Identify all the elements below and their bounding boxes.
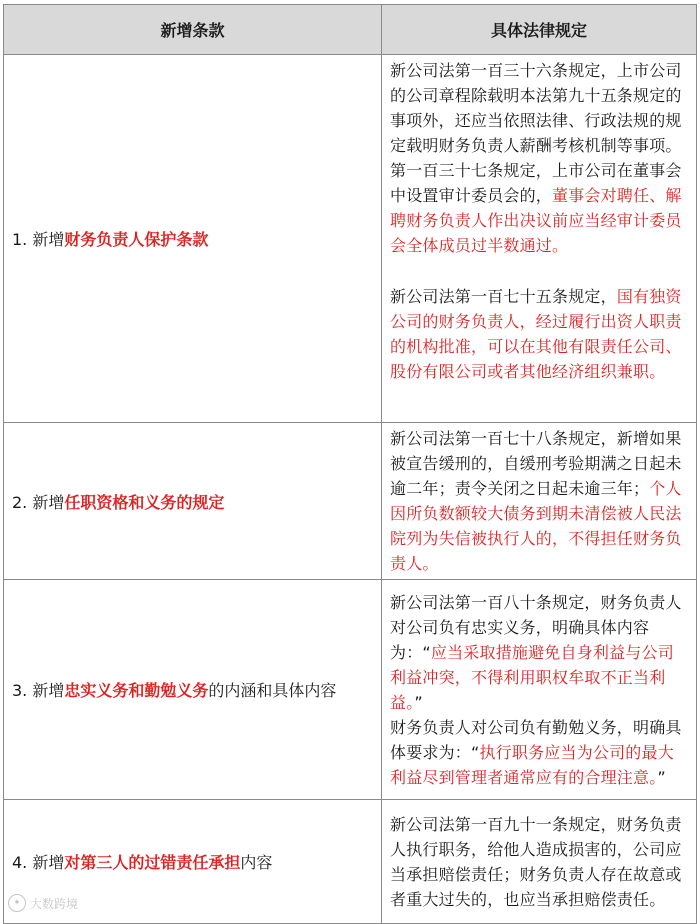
law-text-highlight: 国有独资公司的财务负责人，经过履行出资人职责的机构批准，可以在其他有限责任公司、股份有限公司或者其他经济组织兼职。 — [390, 287, 682, 381]
clause-cell — [4, 423, 382, 580]
law-paragraph — [390, 812, 690, 912]
law-paragraph — [390, 715, 690, 790]
clause-highlight: 对第三人的过错责任承担 — [64, 853, 241, 872]
clause-highlight: 任职资格和义务的规定 — [64, 492, 225, 512]
clause-suffix: 的内涵和具体内容 — [208, 681, 337, 700]
law-text: 新公司法第一百七十五条规定， — [390, 287, 617, 306]
clause-prefix: 2. 新增 — [12, 492, 65, 512]
law-text: 财务负责人对公司负有勤勉义务，明确具体要求为：“ — [390, 717, 682, 762]
clause-suffix: 内容 — [240, 853, 273, 872]
law-cell — [382, 580, 697, 800]
law-paragraph — [390, 426, 690, 576]
clause-prefix: 4. 新增 — [12, 853, 65, 872]
watermark — [8, 894, 78, 912]
law-paragraph — [390, 58, 690, 258]
law-cell — [382, 55, 697, 423]
law-cell — [382, 800, 697, 924]
law-text: ” — [657, 767, 666, 787]
clause-highlight: 财务负责人保护条款 — [64, 230, 209, 249]
law-text: 新公司法第一百三十六条规定，上市公司的公司章程除载明本法第九十五条规定的事项外，还应当依照法律、行政法规的规定载明财务负责人薪酬考核机制等事项。第一百三十七条规定，上市公司在董事会中设置审计委员会的， — [390, 61, 682, 205]
law-text-highlight: 执行职务应当为公司的最大利益尽到管理者通常应有的合理注意。 — [390, 742, 674, 787]
law-text-highlight: 应当采取措施避免自身利益与公司利益冲突，不得利用职权牟取不正当利益。 — [390, 642, 674, 712]
clause-prefix: 3. 新增 — [12, 681, 65, 700]
table-row — [4, 580, 697, 800]
table-row — [4, 800, 697, 924]
table-row — [4, 423, 697, 580]
regulation-table — [3, 4, 697, 924]
table-row — [4, 55, 697, 423]
law-text: 新公司法第一百七十八条规定，新增如果被宣告缓刑的，自缓刑考验期满之日起未逾二年；责令关闭之日起未逾三年； — [390, 429, 682, 498]
law-text: ” — [414, 692, 423, 712]
clause-highlight: 忠实义务和勤勉义务 — [64, 681, 209, 700]
law-paragraph — [390, 284, 690, 384]
law-text-highlight: 董事会对聘任、解聘财务负责人作出决议前应当经审计委员会全体成员过半数通过。 — [390, 186, 682, 255]
law-text: 新公司法第一百八十条规定，财务负责人对公司负有忠实义务，明确具体内容为：“ — [390, 592, 682, 662]
law-paragraph — [390, 590, 690, 715]
clause-cell — [4, 580, 382, 800]
header-legal-provision: 具体法律规定 — [382, 5, 697, 55]
clause-prefix: 1. 新增 — [12, 230, 65, 249]
header-row — [4, 5, 697, 55]
law-text-highlight: 个人因所负数额较大债务到期未清偿被人民法院列为失信被执行人的，不得担任财务负责人。 — [390, 479, 682, 573]
logo-icon: ✦ — [8, 894, 26, 912]
clause-cell — [4, 55, 382, 423]
watermark-text: 大数跨境 — [30, 896, 79, 911]
header-new-clause: 新增条款 — [4, 5, 382, 55]
law-text: 新公司法第一百九十一条规定，财务负责人执行职务，给他人造成损害的，公司应当承担赔偿责任；财务负责人存在故意或者重大过失的，也应当承担赔偿责任。 — [390, 814, 682, 909]
law-cell — [382, 423, 697, 580]
